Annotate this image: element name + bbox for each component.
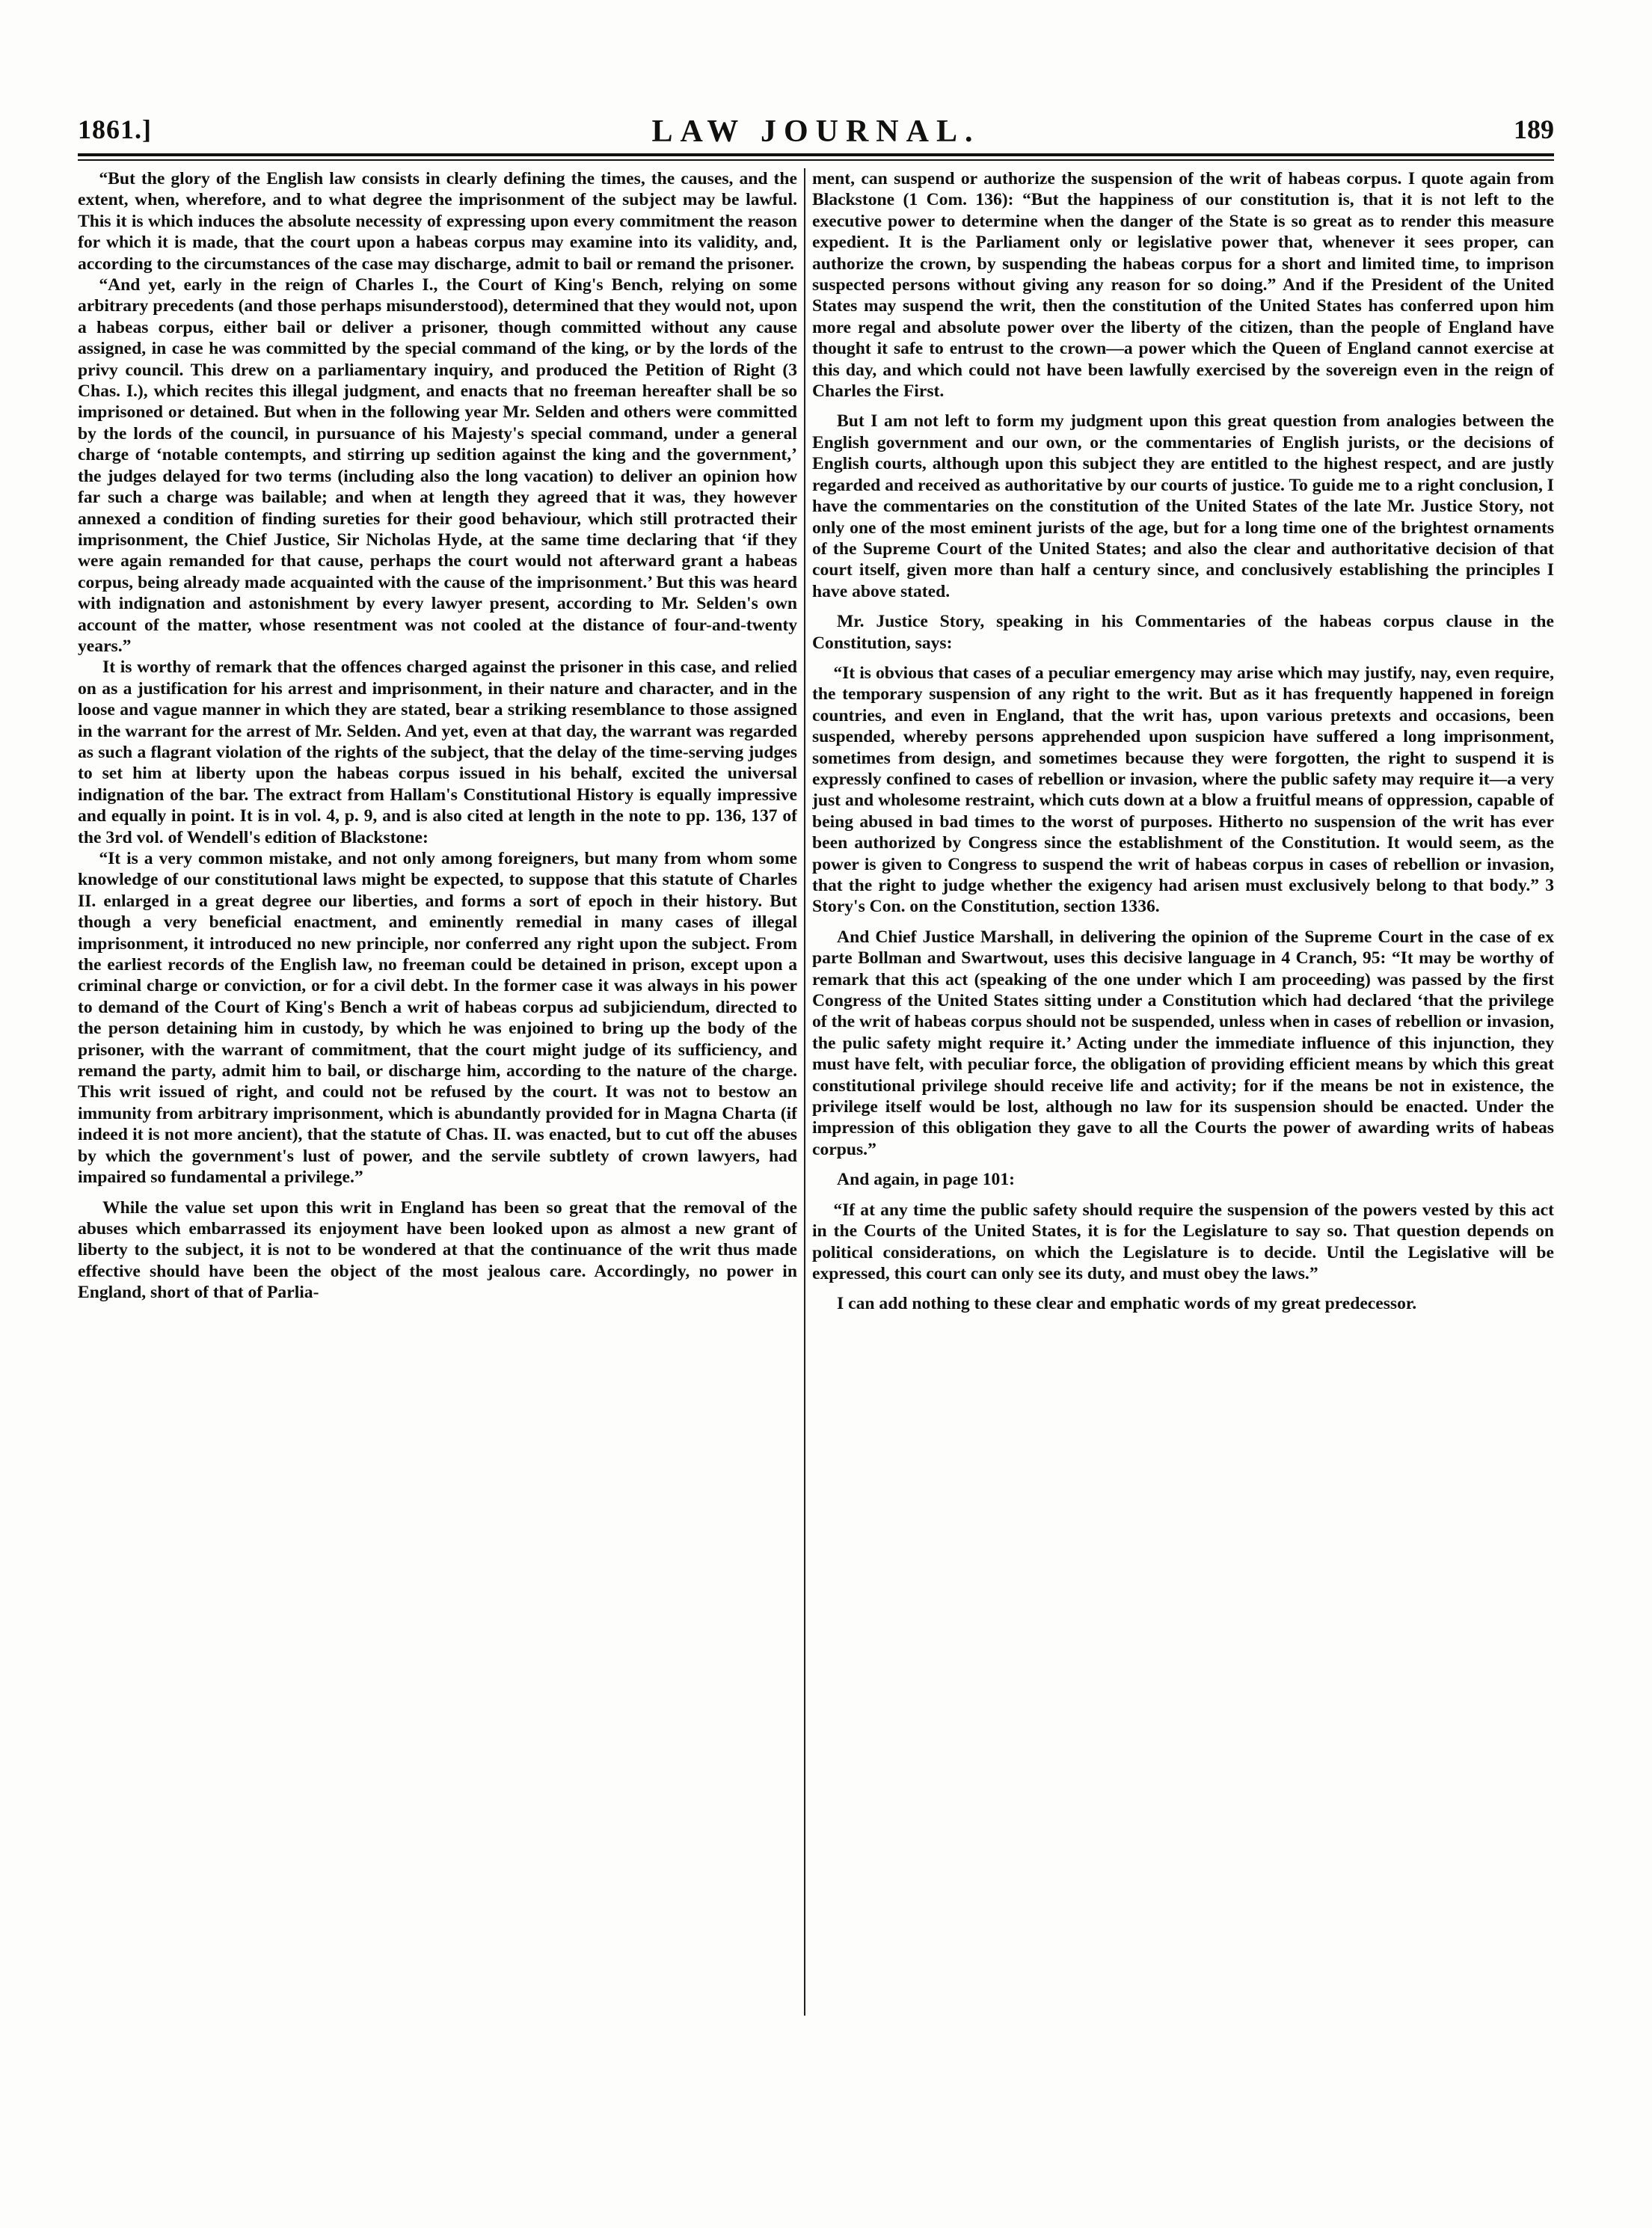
left-paragraph-3: It is worthy of remark that the offences charged against the prisoner in this case, and relied on as a justification for his arrest and imprisonment, in their nature and character, and in the loose and vague manner in which they are stated, bear a striking resemblance to those assigned in the warrant for the arrest of Mr. Selden. And yet, even at that day, the warrant was regarded as such a flagrant violation of the rights of the subject, that the delay of the time-serving judges to set him at liberty upon the habeas corpus issued in his behalf, excited the universal indignation of the bar. The extract from Hallam's Constitutional History is equally impressive and equally in point. It is in vol. 4, p. 9, and is also cited at length in the note to pp. 136, 137 of the 3rd vol. of Wendell's edition of Blackstone: (78, 657, 797, 847)
left-paragraph-5: While the value set upon this writ in England has been so great that the removal of the abuses which embarrassed its enjoyment have been looked upon as almost a new grant of liberty to the subject, it is not to be wondered at that the continuance of the writ thus made effective should have been the object of the most jealous care. Accordingly, no power in England, short of that of Parlia- (78, 1197, 797, 1303)
right-paragraph-1: ment, can suspend or authorize the suspension of the writ of habeas corpus. I quote again from Blackstone (1 Com. 136): “But the happiness of our constitution is, that it is not left to the executive power to determine when the danger of the State is so great as to render this measure expedient. It is the Parliament only or legislative power that, whenever it sees proper, can authorize the crown, by suspending the habeas corpus for a short and limited time, to imprison suspected persons without giving any reason for so doing.” And if the President of the United States may suspend the writ, then the constitution of the United States has conferred upon him more regal and absolute power over the liberty of the citizen, than the people of England have thought it safe to entrust to the crown—a power which the Queen of England cannot exercise at this day, and which could not have been lawfully exercised by the sovereign even in the reign of Charles the First. (812, 169, 1554, 402)
left-paragraph-1: “But the glory of the English law consists in clearly defining the times, the causes, and the extent, when, wherefore, and to what degree the imprisonment of the subject may be lawful. This it is which induces the absolute necessity of expressing upon every commitment the reason for which it is made, that the court upon a habeas corpus may examine into its validity, and, according to the circumstances of the case may discharge, admit to bail or remand the prisoner. (78, 169, 797, 274)
right-paragraph-7: “If at any time the public safety should require the suspension of the powers vested by this act in the Courts of the United States, it is for the Legislature to say so. That question depends on political considerations, on which the Legislature is to decide. Until the Legislative will be expressed, this court can only see its duty, and must obey the laws.” (812, 1200, 1554, 1283)
right-paragraph-3: Mr. Justice Story, speaking in his Commentaries of the habeas corpus clause in the Constitution, says: (812, 612, 1554, 653)
right-column (812, 168, 1554, 2016)
running-head (78, 114, 1554, 154)
column-divider (804, 168, 805, 2016)
right-paragraph-6: And again, in page 101: (837, 1170, 1015, 1190)
header-rule-thin (78, 159, 1554, 161)
left-column (78, 168, 797, 2016)
right-paragraph-5: And Chief Justice Marshall, in delivering the opinion of the Supreme Court in the case of ex parte Bollman and Swartwout, uses this decisive language in 4 Cranch, 95: “It may be worthy of remark that this act (speaking of the one under which I am proceeding) was passed by the first Congress of the United States sitting under a Constitution which had declared ‘that the privilege of the writ of habeas corpus should not be suspended, unless when in cases of rebellion or invasion, the pulic safety might require it.’ Acting under the immediate influence of this injunction, they must have felt, with peculiar force, the obligation of providing efficient means by which this great constitutional privilege should receive life and activity; for if the means be not in existence, the privilege itself would be lost, although no law for its suspension should be enacted. Under the impression of this obligation they gave to all the Courts the power of awarding writs of habeas corpus.” (812, 927, 1554, 1159)
header-rule-thick (78, 153, 1554, 156)
journal-title: LAW JOURNAL. (651, 114, 980, 149)
left-paragraph-4: “It is a very common mistake, and not only among foreigners, but many from whom some knowledge of our constitutional laws might be expected, to suppose that this statute of Charles II. enlarged in a great degree our liberties, and forms a sort of epoch in their history. But though a very beneficial enactment, and eminently remedial in many cases of illegal imprisonment, it introduced no new principle, nor conferred any right upon the subject. From the earliest records of the English law, no freeman could be detained in prison, except upon a criminal charge or conviction, or for a civil debt. In the former case it was always in his power to demand of the Court of King's Bench a writ of habeas corpus ad subjiciendum, directed to the person detaining him in custody, by which he was enjoined to bring up the body of the prisoner, with the warrant of commitment, that the court might judge of its sufficiency, and remand the party, admit him to bail, or discharge him, according to the nature of the charge. This writ issued of right, and could not be refused by the court. It was not to bestow an immunity from arbitrary imprisonment, which is abundantly provided for in Magna Charta (if indeed it is not more ancient), that the statute of Chas. II. was enacted, but to cut off the abuses by which the government's lust of power, and the servile subtlety of crown lawyers, had impaired so fundamental a privilege.” (78, 849, 797, 1188)
right-paragraph-2: But I am not left to form my judgment upon this great question from analogies between the English government and our own, or the commentaries of English jurists, or the decisions of English courts, although upon this subject they are entitled to the highest respect, and are justly regarded and received as authoritative by our courts of justice. To guide me to a right conclusion, I have the commentaries on the constitution of the United States of the late Mr. Justice Story, not only one of the most eminent jurists of the age, but for a long time one of the brightest ornaments of the Supreme Court of the United States; and also the clear and authoritative decision of that court itself, given more than half a century since, and conclusively establishing the principles I have above stated. (812, 411, 1554, 601)
right-paragraph-8: I can add nothing to these clear and emphatic words of my great predecessor. (837, 1294, 1417, 1314)
page-number: 189 (1514, 114, 1554, 144)
right-paragraph-4: “It is obvious that cases of a peculiar emergency may arise which may justify, nay, even require, the temporary suspension of any right to the writ. But as it has frequently happened in foreign countries, and even in England, that the writ has, upon various pretexts and occasions, been suspended, whereby persons apprehended upon suspicion have suffered a long imprisonment, sometimes from design, and sometimes because they were forgotten, the right to suspend it is expressly confined to cases of rebellion or invasion, where the public safety may require it—a very just and wholesome restraint, which cuts down at a blow a fruitful means of oppression, capable of being abused in bad times to the worst of purposes. Hitherto no suspension of the writ has ever been authorized by Congress since the establishment of the Constitution. It would seem, as the power is given to Congress to suspend the writ of habeas corpus in cases of rebellion or invasion, that the right to judge whether the exigency had arisen must exclusively belong to that body.” 3 Story's Con. on the Constitution, section 1336. (812, 663, 1554, 917)
left-paragraph-2: “And yet, early in the reign of Charles I., the Court of King's Bench, relying on some arbitrary precedents (and those perhaps misunderstood), determined that they would not, upon a habeas corpus, either bail or deliver a prisoner, though committed without any cause assigned, in case he was committed by the special command of the king, or by the lords of the privy council. This drew on a parliamentary inquiry, and produced the Petition of Right (3 Chas. I.), which recites this illegal judgment, and enacts that no freeman hereafter shall be so imprisoned or detained. But when in the following year Mr. Selden and others were committed by the lords of the council, in pursuance of his Majesty's special command, under a general charge of ‘notable contempts, and stirring up sedition against the king and the government,’ the judges delayed for two terms (including also the long vacation) to deliver an opinion how far such a charge was bailable; and when at length they agreed that it was, they however annexed a condition of finding sureties for their good behaviour, which still protracted their imprisonment, the Chief Justice, Sir Nicholas Hyde, at the same time declaring that ‘if they were again remanded for that cause, perhaps the court would not afterward grant a habeas corpus, being already made acquainted with the cause of the imprisonment.’ But this was heard with indignation and astonishment by every lawyer present, according to Mr. Selden's own account of the matter, whose resentment was not cooled at the distance of four-and-twenty years.” (78, 275, 797, 656)
header-year: 1861.] (78, 114, 152, 144)
